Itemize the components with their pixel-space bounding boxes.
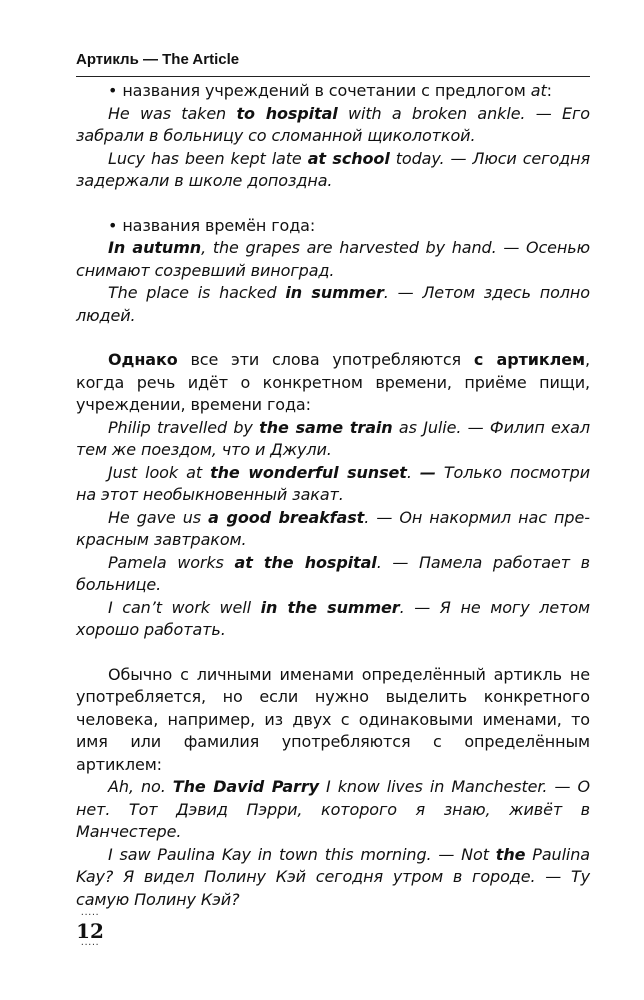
- example-parry: Ah, no. The David Parry I know lives in Manchester. — О нет. Тот Дэвид Пэрри, которого я знаю, живёт в Манчестере.: [76, 777, 590, 841]
- example-hospital: He was taken to hospital with a broken ankle. — Его забрали в больницу со сломанной щиколоткой.: [76, 103, 590, 145]
- example-train: Philip travelled by the same train as Julie. — Филип ехал тем же поездом, что и Джули.: [76, 417, 590, 459]
- bullet-seasons: • названия времён года:: [108, 215, 316, 235]
- example-sunset: Just look at the wonderful sunset. — Только посмотри на этот необыкновенный закат.: [76, 462, 591, 504]
- example-the-summer: I can’t work well in the summer. — Я не могу летом хорошо работать.: [76, 597, 591, 639]
- running-header: Артикль — The Article: [76, 51, 240, 68]
- example-breakfast: He gave us a good breakfast. — Он накормил нас прекрасным завтраком.: [76, 507, 590, 549]
- example-school: Lucy has been kept late at school today. — Люси сегодня задержали в школе допоздна.: [76, 148, 590, 190]
- example-autumn: In autumn, the grapes are harvested by hand. — Осенью снимают созревший виноград.: [76, 238, 590, 280]
- dots-top: ·····: [80, 910, 100, 921]
- page-body: [76, 80, 590, 911]
- header-rule: [76, 76, 590, 77]
- dots-bottom: ·····: [80, 940, 100, 951]
- paragraph-however: Однако все эти слова употребляются с артиклем, когда речь идёт о конкретном времени, приёме пищи, учреждении, времени года:: [76, 350, 590, 414]
- page-number-block: [76, 910, 104, 951]
- example-the-hospital: Pamela works at the hospital. — Памела работает в больнице.: [76, 552, 590, 594]
- example-summer: The place is hacked in summer. — Летом здесь полно людей.: [76, 283, 590, 325]
- bullet-institutions: • названия учреждений в сочетании с предлогом at:: [108, 81, 552, 100]
- example-paulina: I saw Paulina Kay in town this morning. — Not the Paulina Kay? Я видел Полину Кэй сегодня утром в городе. — Ту самую Полину Кэй?: [76, 844, 590, 909]
- paragraph-names: Обычно с личными именами определённый артикль не употребляется, но если нужно выделить конкретного человека, например, из двух с одинаковыми именами, то имя или фамилия употребляются с определённым артиклем:: [76, 664, 590, 774]
- page-number: 12: [76, 919, 104, 943]
